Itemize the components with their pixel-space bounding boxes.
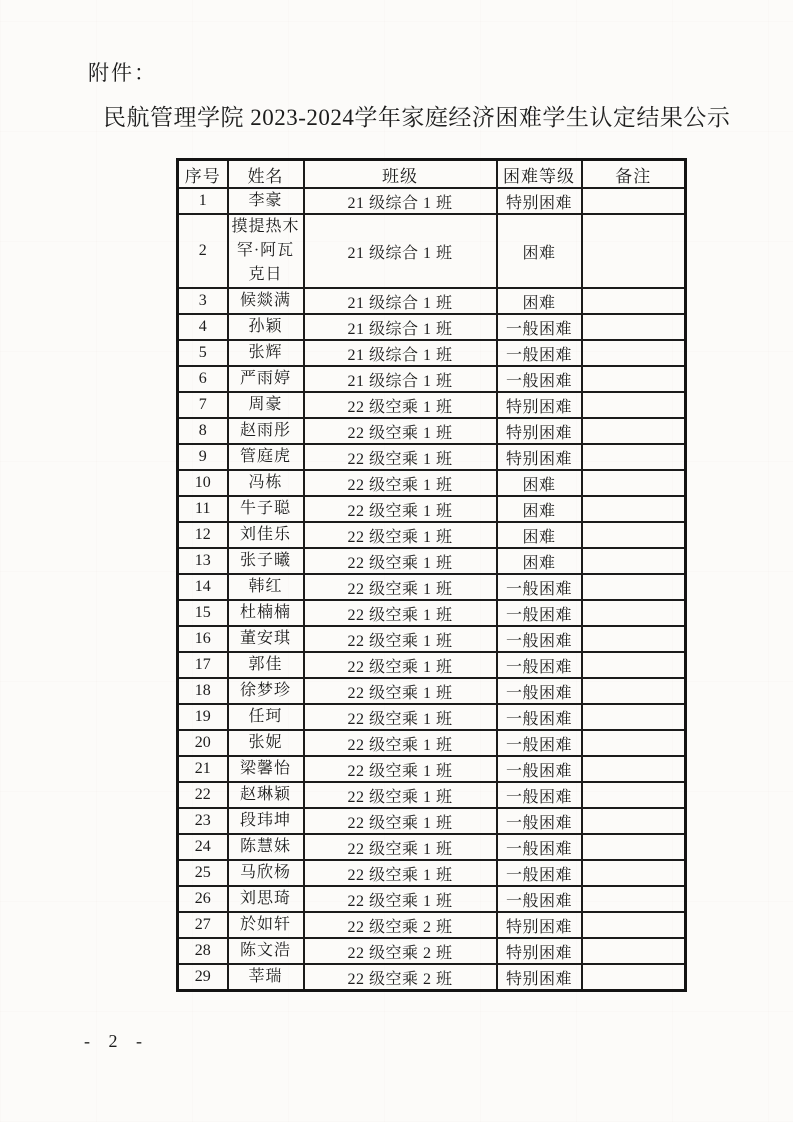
cell-difficulty-level: 困难 <box>497 548 582 574</box>
table-row <box>178 522 686 548</box>
cell-difficulty-level: 一般困难 <box>497 314 582 340</box>
cell-serial-number: 19 <box>178 704 228 730</box>
table-row <box>178 288 686 314</box>
cell-difficulty-level: 一般困难 <box>497 626 582 652</box>
table-row <box>178 496 686 522</box>
cell-remark <box>582 678 686 704</box>
table-row <box>178 418 686 444</box>
cell-class: 21 级综合 1 班 <box>304 366 497 392</box>
cell-remark <box>582 626 686 652</box>
cell-remark <box>582 574 686 600</box>
cell-remark <box>582 418 686 444</box>
cell-difficulty-level: 特别困难 <box>497 392 582 418</box>
attachment-label: 附件： <box>88 61 157 85</box>
cell-serial-number: 25 <box>178 860 228 886</box>
table-row <box>178 886 686 912</box>
cell-class: 22 级空乘 1 班 <box>304 782 497 808</box>
table-row <box>178 782 686 808</box>
cell-serial-number: 8 <box>178 418 228 444</box>
cell-difficulty-level: 一般困难 <box>497 652 582 678</box>
cell-remark <box>582 704 686 730</box>
cell-serial-number: 13 <box>178 548 228 574</box>
cell-remark <box>582 214 686 288</box>
cell-serial-number: 22 <box>178 782 228 808</box>
table-row <box>178 574 686 600</box>
cell-name: 摸提热木罕·阿瓦克日 <box>228 214 304 288</box>
cell-serial-number: 16 <box>178 626 228 652</box>
table-row <box>178 964 686 991</box>
cell-difficulty-level: 一般困难 <box>497 756 582 782</box>
cell-remark <box>582 756 686 782</box>
table-row <box>178 392 686 418</box>
cell-class: 22 级空乘 1 班 <box>304 808 497 834</box>
cell-name: 莘瑞 <box>228 964 304 991</box>
cell-remark <box>582 340 686 366</box>
cell-class: 22 级空乘 1 班 <box>304 886 497 912</box>
cell-remark <box>582 522 686 548</box>
page-number: - 2 - <box>84 1031 149 1051</box>
cell-difficulty-level: 一般困难 <box>497 340 582 366</box>
cell-class: 21 级综合 1 班 <box>304 188 497 214</box>
cell-class: 22 级空乘 1 班 <box>304 496 497 522</box>
cell-remark <box>582 938 686 964</box>
cell-class: 22 级空乘 1 班 <box>304 444 497 470</box>
header-serial-number: 序号 <box>178 160 228 189</box>
cell-class: 22 级空乘 1 班 <box>304 704 497 730</box>
cell-name: 於如轩 <box>228 912 304 938</box>
cell-name: 刘思琦 <box>228 886 304 912</box>
cell-difficulty-level: 一般困难 <box>497 886 582 912</box>
cell-difficulty-level: 困难 <box>497 522 582 548</box>
cell-name: 刘佳乐 <box>228 522 304 548</box>
cell-remark <box>582 834 686 860</box>
cell-remark <box>582 444 686 470</box>
header-class: 班级 <box>304 160 497 189</box>
cell-serial-number: 4 <box>178 314 228 340</box>
cell-difficulty-level: 一般困难 <box>497 678 582 704</box>
cell-name: 马欣杨 <box>228 860 304 886</box>
cell-name: 徐梦珍 <box>228 678 304 704</box>
cell-name: 赵雨彤 <box>228 418 304 444</box>
cell-class: 22 级空乘 1 班 <box>304 834 497 860</box>
results-table <box>176 158 687 992</box>
cell-difficulty-level: 特别困难 <box>497 938 582 964</box>
cell-serial-number: 23 <box>178 808 228 834</box>
cell-name: 陈文浩 <box>228 938 304 964</box>
cell-class: 22 级空乘 1 班 <box>304 730 497 756</box>
cell-class: 21 级综合 1 班 <box>304 314 497 340</box>
cell-remark <box>582 548 686 574</box>
cell-remark <box>582 860 686 886</box>
table-row <box>178 188 686 214</box>
table-row <box>178 626 686 652</box>
cell-name: 张辉 <box>228 340 304 366</box>
cell-name: 段玮坤 <box>228 808 304 834</box>
cell-serial-number: 15 <box>178 600 228 626</box>
table-row <box>178 938 686 964</box>
cell-class: 22 级空乘 1 班 <box>304 626 497 652</box>
cell-serial-number: 20 <box>178 730 228 756</box>
cell-name: 杜楠楠 <box>228 600 304 626</box>
cell-remark <box>582 600 686 626</box>
cell-remark <box>582 886 686 912</box>
cell-class: 22 级空乘 1 班 <box>304 574 497 600</box>
cell-class: 21 级综合 1 班 <box>304 214 497 288</box>
table-row <box>178 548 686 574</box>
cell-class: 22 级空乘 1 班 <box>304 600 497 626</box>
cell-difficulty-level: 一般困难 <box>497 808 582 834</box>
cell-name: 张妮 <box>228 730 304 756</box>
cell-serial-number: 21 <box>178 756 228 782</box>
cell-difficulty-level: 困难 <box>497 496 582 522</box>
cell-serial-number: 11 <box>178 496 228 522</box>
table-row <box>178 600 686 626</box>
cell-difficulty-level: 一般困难 <box>497 704 582 730</box>
cell-difficulty-level: 一般困难 <box>497 366 582 392</box>
table-row <box>178 704 686 730</box>
cell-class: 22 级空乘 1 班 <box>304 418 497 444</box>
cell-serial-number: 26 <box>178 886 228 912</box>
cell-class: 22 级空乘 1 班 <box>304 652 497 678</box>
cell-name: 赵琳颖 <box>228 782 304 808</box>
cell-remark <box>582 470 686 496</box>
cell-class: 22 级空乘 2 班 <box>304 964 497 991</box>
table-row <box>178 756 686 782</box>
cell-serial-number: 12 <box>178 522 228 548</box>
table-header-row <box>178 160 686 189</box>
cell-difficulty-level: 一般困难 <box>497 860 582 886</box>
cell-difficulty-level: 一般困难 <box>497 730 582 756</box>
table-row <box>178 860 686 886</box>
cell-serial-number: 7 <box>178 392 228 418</box>
cell-serial-number: 28 <box>178 938 228 964</box>
cell-remark <box>582 652 686 678</box>
cell-difficulty-level: 特别困难 <box>497 444 582 470</box>
cell-class: 22 级空乘 1 班 <box>304 470 497 496</box>
cell-name: 任珂 <box>228 704 304 730</box>
table-row <box>178 340 686 366</box>
cell-name: 郭佳 <box>228 652 304 678</box>
table-row <box>178 834 686 860</box>
cell-name: 冯栋 <box>228 470 304 496</box>
cell-remark <box>582 392 686 418</box>
cell-serial-number: 6 <box>178 366 228 392</box>
cell-difficulty-level: 特别困难 <box>497 964 582 991</box>
cell-difficulty-level: 特别困难 <box>497 188 582 214</box>
cell-remark <box>582 782 686 808</box>
table-row <box>178 366 686 392</box>
cell-difficulty-level: 一般困难 <box>497 600 582 626</box>
cell-serial-number: 2 <box>178 214 228 288</box>
cell-class: 22 级空乘 1 班 <box>304 756 497 782</box>
cell-serial-number: 3 <box>178 288 228 314</box>
cell-name: 董安琪 <box>228 626 304 652</box>
cell-class: 21 级综合 1 班 <box>304 288 497 314</box>
table-row <box>178 678 686 704</box>
table-row <box>178 470 686 496</box>
table-row <box>178 314 686 340</box>
table-row <box>178 214 686 288</box>
cell-class: 22 级空乘 1 班 <box>304 678 497 704</box>
cell-serial-number: 17 <box>178 652 228 678</box>
cell-remark <box>582 188 686 214</box>
table-body <box>178 188 686 991</box>
header-remark: 备注 <box>582 160 686 189</box>
cell-serial-number: 9 <box>178 444 228 470</box>
cell-name: 张子曦 <box>228 548 304 574</box>
cell-name: 牛子聪 <box>228 496 304 522</box>
cell-difficulty-level: 困难 <box>497 288 582 314</box>
header-difficulty-level: 困难等级 <box>497 160 582 189</box>
table-row <box>178 808 686 834</box>
cell-serial-number: 10 <box>178 470 228 496</box>
cell-class: 22 级空乘 2 班 <box>304 938 497 964</box>
cell-serial-number: 24 <box>178 834 228 860</box>
cell-difficulty-level: 困难 <box>497 470 582 496</box>
cell-serial-number: 18 <box>178 678 228 704</box>
cell-remark <box>582 314 686 340</box>
cell-name: 候燚满 <box>228 288 304 314</box>
cell-remark <box>582 808 686 834</box>
cell-difficulty-level: 一般困难 <box>497 782 582 808</box>
page-title: 民航管理学院 2023-2024学年家庭经济困难学生认定结果公示 <box>103 105 731 130</box>
cell-difficulty-level: 一般困难 <box>497 574 582 600</box>
cell-name: 孙颖 <box>228 314 304 340</box>
cell-difficulty-level: 困难 <box>497 214 582 288</box>
cell-remark <box>582 912 686 938</box>
cell-serial-number: 5 <box>178 340 228 366</box>
cell-difficulty-level: 特别困难 <box>497 912 582 938</box>
table-row <box>178 652 686 678</box>
cell-name: 陈慧妹 <box>228 834 304 860</box>
cell-difficulty-level: 一般困难 <box>497 834 582 860</box>
cell-remark <box>582 964 686 991</box>
cell-class: 22 级空乘 2 班 <box>304 912 497 938</box>
cell-remark <box>582 366 686 392</box>
header-name: 姓名 <box>228 160 304 189</box>
table-row <box>178 730 686 756</box>
cell-class: 22 级空乘 1 班 <box>304 548 497 574</box>
cell-remark <box>582 730 686 756</box>
cell-serial-number: 1 <box>178 188 228 214</box>
cell-name: 严雨婷 <box>228 366 304 392</box>
cell-name: 管庭虎 <box>228 444 304 470</box>
cell-remark <box>582 288 686 314</box>
cell-class: 22 级空乘 1 班 <box>304 392 497 418</box>
cell-class: 22 级空乘 1 班 <box>304 860 497 886</box>
cell-name: 李豪 <box>228 188 304 214</box>
cell-serial-number: 29 <box>178 964 228 991</box>
cell-name: 韩红 <box>228 574 304 600</box>
cell-class: 22 级空乘 1 班 <box>304 522 497 548</box>
cell-serial-number: 14 <box>178 574 228 600</box>
cell-difficulty-level: 特别困难 <box>497 418 582 444</box>
table-row <box>178 912 686 938</box>
cell-name: 梁馨怡 <box>228 756 304 782</box>
cell-serial-number: 27 <box>178 912 228 938</box>
cell-remark <box>582 496 686 522</box>
cell-name: 周豪 <box>228 392 304 418</box>
cell-class: 21 级综合 1 班 <box>304 340 497 366</box>
table-row <box>178 444 686 470</box>
